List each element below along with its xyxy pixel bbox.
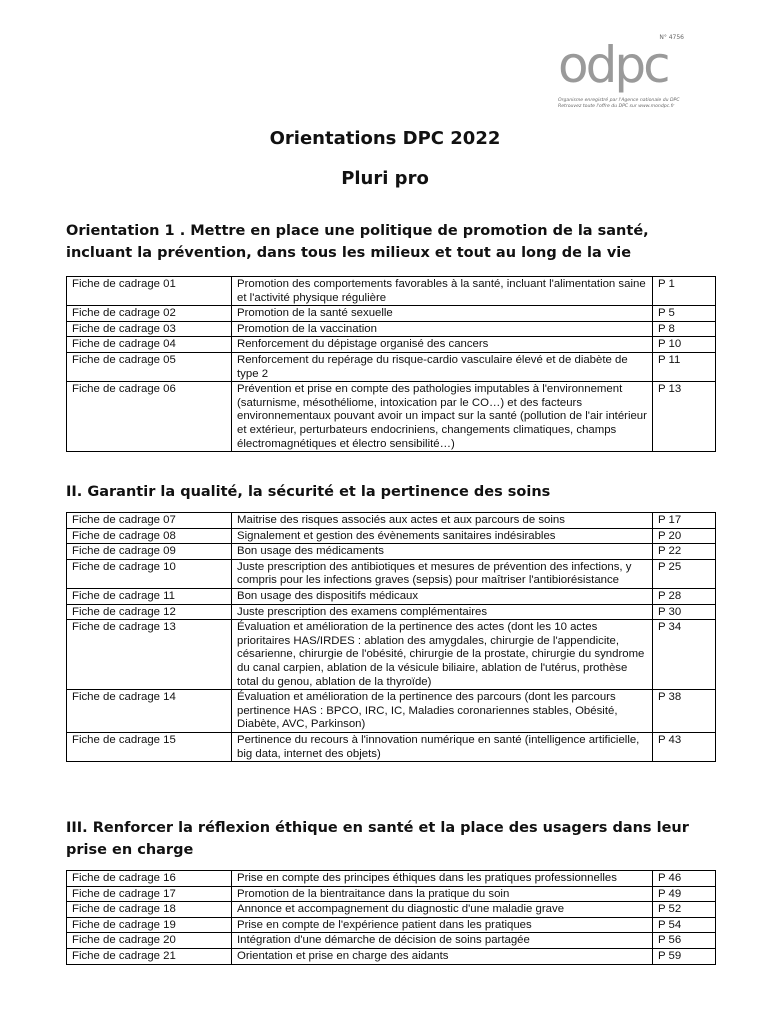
theme-cell: Intégration d'une démarche de décision de soins partagée bbox=[232, 933, 653, 949]
fiche-cell: Fiche de cadrage 06 bbox=[67, 382, 232, 452]
fiche-cell: Fiche de cadrage 13 bbox=[67, 620, 232, 690]
table-row bbox=[67, 917, 716, 933]
fiches-table-body bbox=[67, 277, 716, 452]
theme-cell: Évaluation et amélioration de la pertinence des parcours (dont les parcours pertinence HAS : BPCO, IRC, IC, Maladies coronariennes stables, Obésité, Diabète, AVC, Parkinson) bbox=[232, 690, 653, 733]
page-cell: P 28 bbox=[653, 588, 716, 604]
theme-cell: Promotion de la santé sexuelle bbox=[232, 306, 653, 322]
table-row bbox=[67, 528, 716, 544]
fiche-cell: Fiche de cadrage 19 bbox=[67, 917, 232, 933]
page-cell: P 30 bbox=[653, 604, 716, 620]
page-cell: P 46 bbox=[653, 871, 716, 887]
page-cell: P 59 bbox=[653, 948, 716, 964]
theme-cell: Évaluation et amélioration de la pertinence des actes (dont les 10 actes prioritaires HAS/IRDES : ablation des amygdales, chirurgie de l'appendicite, césarienne, chirurgie de l'obésité, chirurgie de la prostate, chirurgie du syndrome du canal carpien, ablation de la vésicule biliaire, ablation de l'utérus, prothèse total du genou, ablation de la thyroïde) bbox=[232, 620, 653, 690]
theme-cell: Maitrise des risques associés aux actes et aux parcours de soins bbox=[232, 513, 653, 529]
page-cell: P 20 bbox=[653, 528, 716, 544]
table-row bbox=[67, 352, 716, 381]
page-cell: P 5 bbox=[653, 306, 716, 322]
logo-tagline-line-1: Organisme enregistré par l'Agence nationale du DPC bbox=[558, 98, 680, 103]
page-cell: P 38 bbox=[653, 690, 716, 733]
table-row bbox=[67, 559, 716, 588]
table-row bbox=[67, 871, 716, 887]
section-heading-3: III. Renforcer la réflexion éthique en santé et la place des usagers dans leur prise en charge bbox=[66, 820, 689, 858]
odpc-wordmark-icon bbox=[556, 36, 686, 96]
page-cell: P 43 bbox=[653, 732, 716, 761]
fiche-cell: Fiche de cadrage 18 bbox=[67, 902, 232, 918]
fiche-cell: Fiche de cadrage 05 bbox=[67, 352, 232, 381]
table-row bbox=[67, 604, 716, 620]
table-row bbox=[67, 382, 716, 452]
fiches-table-3 bbox=[66, 870, 716, 965]
page-subtitle: Pluri pro bbox=[341, 168, 429, 189]
theme-cell: Pertinence du recours à l'innovation numérique en santé (intelligence artificielle, big data, internet des objets) bbox=[232, 732, 653, 761]
table-row bbox=[67, 886, 716, 902]
odpc-wordmark-text: odpc bbox=[558, 36, 668, 94]
table-row bbox=[67, 620, 716, 690]
fiche-cell: Fiche de cadrage 17 bbox=[67, 886, 232, 902]
fiches-table-1 bbox=[66, 276, 716, 452]
fiche-cell: Fiche de cadrage 01 bbox=[67, 277, 232, 306]
fiche-cell: Fiche de cadrage 08 bbox=[67, 528, 232, 544]
table-row bbox=[67, 902, 716, 918]
page-cell: P 13 bbox=[653, 382, 716, 452]
table-row bbox=[67, 690, 716, 733]
fiches-table-body bbox=[67, 513, 716, 762]
fiche-cell: Fiche de cadrage 14 bbox=[67, 690, 232, 733]
fiche-cell: Fiche de cadrage 20 bbox=[67, 933, 232, 949]
fiche-cell: Fiche de cadrage 07 bbox=[67, 513, 232, 529]
table-row bbox=[67, 277, 716, 306]
page-cell: P 11 bbox=[653, 352, 716, 381]
theme-cell: Prise en compte de l'expérience patient dans les pratiques bbox=[232, 917, 653, 933]
page-cell: P 22 bbox=[653, 544, 716, 560]
page-cell: P 17 bbox=[653, 513, 716, 529]
table-row bbox=[67, 306, 716, 322]
theme-cell: Renforcement du dépistage organisé des cancers bbox=[232, 337, 653, 353]
fiche-cell: Fiche de cadrage 09 bbox=[67, 544, 232, 560]
table-row bbox=[67, 321, 716, 337]
page-cell: P 52 bbox=[653, 902, 716, 918]
page-cell: P 10 bbox=[653, 337, 716, 353]
table-row bbox=[67, 588, 716, 604]
theme-cell: Renforcement du repérage du risque-cardio vasculaire élevé et de diabète de type 2 bbox=[232, 352, 653, 381]
fiche-cell: Fiche de cadrage 03 bbox=[67, 321, 232, 337]
fiche-cell: Fiche de cadrage 10 bbox=[67, 559, 232, 588]
table-row bbox=[67, 933, 716, 949]
fiche-cell: Fiche de cadrage 21 bbox=[67, 948, 232, 964]
theme-cell: Bon usage des médicaments bbox=[232, 544, 653, 560]
logo-tagline-line-2: Retrouvez toute l'offre du DPC sur www.mondpc.fr bbox=[558, 104, 675, 109]
fiche-cell: Fiche de cadrage 12 bbox=[67, 604, 232, 620]
fiche-cell: Fiche de cadrage 16 bbox=[67, 871, 232, 887]
fiche-cell: Fiche de cadrage 11 bbox=[67, 588, 232, 604]
page-cell: P 49 bbox=[653, 886, 716, 902]
theme-cell: Promotion de la bientraitance dans la pratique du soin bbox=[232, 886, 653, 902]
odpc-logo bbox=[556, 32, 688, 122]
theme-cell: Orientation et prise en charge des aidants bbox=[232, 948, 653, 964]
section-heading-2: II. Garantir la qualité, la sécurité et la pertinence des soins bbox=[66, 484, 551, 500]
page-cell: P 25 bbox=[653, 559, 716, 588]
fiche-cell: Fiche de cadrage 02 bbox=[67, 306, 232, 322]
page-cell: P 8 bbox=[653, 321, 716, 337]
fiche-cell: Fiche de cadrage 15 bbox=[67, 732, 232, 761]
theme-cell: Signalement et gestion des évènements sanitaires indésirables bbox=[232, 528, 653, 544]
fiches-table-body bbox=[67, 871, 716, 965]
organism-number: N° 4756 bbox=[659, 34, 684, 41]
theme-cell: Prévention et prise en compte des pathologies imputables à l'environnement (saturnisme, mésothéliome, intoxication par le CO…) et des facteurs environnementaux pouvant avoir un impact sur la santé (pollution de l'air intérieur et extérieur, perturbateurs endocriniens, changements climatiques, champs électromagnétiques et électro sensibilité…) bbox=[232, 382, 653, 452]
table-row bbox=[67, 513, 716, 529]
theme-cell: Promotion des comportements favorables à la santé, incluant l'alimentation saine et l'activité physique régulière bbox=[232, 277, 653, 306]
page-cell: P 34 bbox=[653, 620, 716, 690]
page-title: Orientations DPC 2022 bbox=[269, 128, 501, 149]
theme-cell: Juste prescription des antibiotiques et mesures de prévention des infections, y compris pour les infections graves (sepsis) pour maîtriser l'antibiorésistance bbox=[232, 559, 653, 588]
fiche-cell: Fiche de cadrage 04 bbox=[67, 337, 232, 353]
theme-cell: Bon usage des dispositifs médicaux bbox=[232, 588, 653, 604]
page-cell: P 1 bbox=[653, 277, 716, 306]
table-row bbox=[67, 337, 716, 353]
theme-cell: Promotion de la vaccination bbox=[232, 321, 653, 337]
table-row bbox=[67, 732, 716, 761]
page-cell: P 54 bbox=[653, 917, 716, 933]
theme-cell: Annonce et accompagnement du diagnostic d'une maladie grave bbox=[232, 902, 653, 918]
fiches-table-2 bbox=[66, 512, 716, 762]
page-cell: P 56 bbox=[653, 933, 716, 949]
logo-tagline bbox=[558, 98, 680, 110]
theme-cell: Prise en compte des principes éthiques dans les pratiques professionnelles bbox=[232, 871, 653, 887]
table-row bbox=[67, 948, 716, 964]
section-heading-1: Orientation 1 . Mettre en place une politique de promotion de la santé, incluant la prévention, dans tous les milieux et tout au long de la vie bbox=[66, 223, 649, 261]
table-row bbox=[67, 544, 716, 560]
theme-cell: Juste prescription des examens complémentaires bbox=[232, 604, 653, 620]
